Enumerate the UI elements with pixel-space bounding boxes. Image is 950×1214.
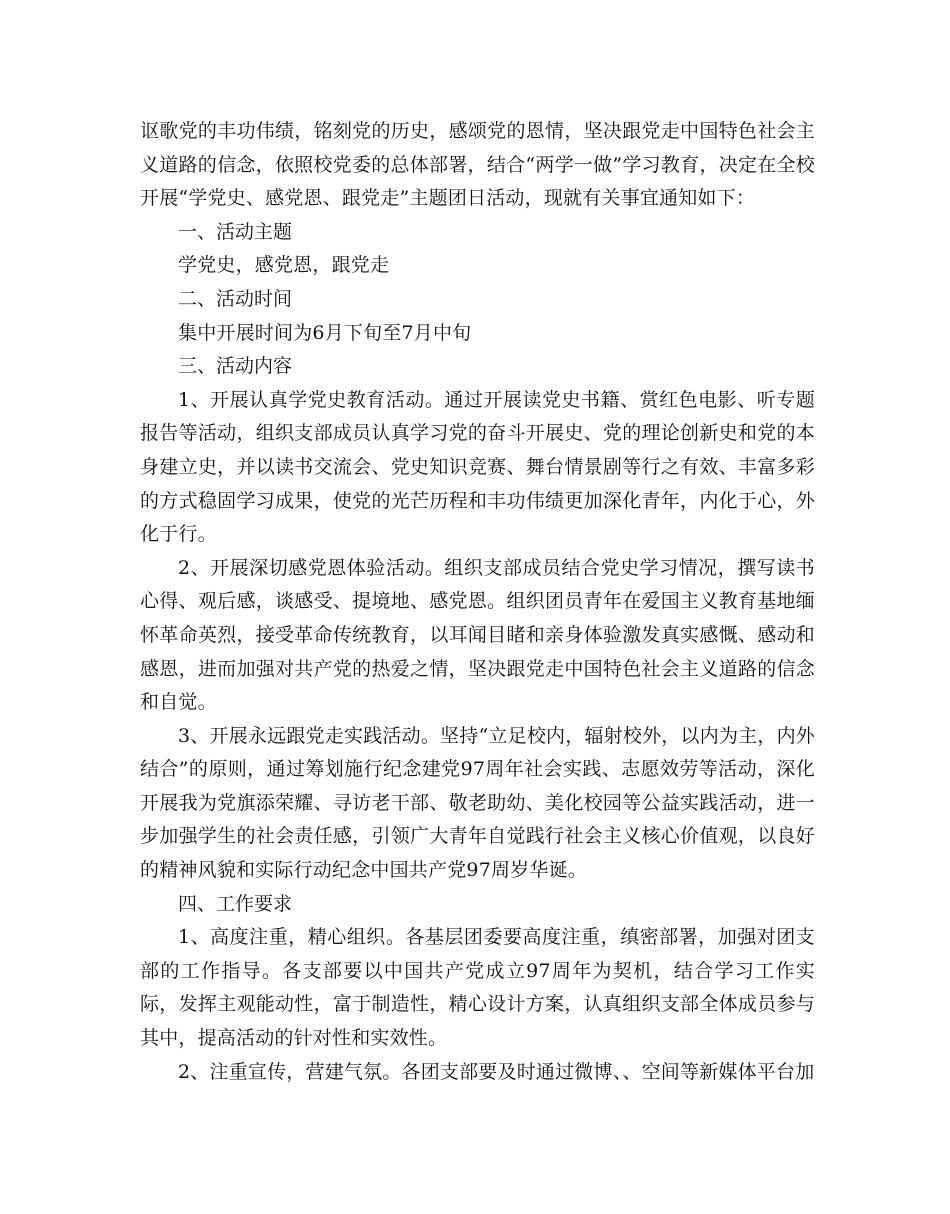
section-heading-requirements: 四、工作要求 bbox=[178, 892, 293, 915]
paragraph-content-1: 1、开展认真学党史教育活动。通过开展读党史书籍、赏红色电影、听专题报告等活动，组织支部成员认真学习党的奋斗开展史、党的理论创新史和党的本身建立史，并以读书交流会、党史知识竞赛、舞台情景剧等行之有效、丰富多彩的方式稳固学习成果，使党的光芒历程和丰功伟绩更加深化青年，内化于心，外化于行。 bbox=[140, 388, 815, 546]
paragraph-requirements-2: 2、注重宣传，营建气氛。各团支部要及时通过微博、、空间等新媒体平台加 bbox=[178, 1060, 815, 1083]
document-page bbox=[140, 115, 815, 1089]
paragraph-intro: 讴歌党的丰功伟绩，铭刻党的历史，感颂党的恩情，坚决跟党走中国特色社会主义道路的信念，依照校党委的总体部署，结合“两学一做”学习教育，决定在全校开展“学党史、感党恩、跟党走”主题团日活动，现就有关事宜通知如下： bbox=[140, 120, 815, 210]
section-heading-theme: 一、活动主题 bbox=[178, 220, 293, 243]
section-heading-content: 三、活动内容 bbox=[178, 355, 293, 378]
paragraph-content-2: 2、开展深切感党恩体验活动。组织支部成员结合党史学习情况，撰写读书心得、观后感，谈感受、提境地、感党恩。组织团员青年在爱国主义教育基地缅怀革命英烈，接受革命传统教育，以耳闻目睹和亲身体验激发真实感慨、感动和感恩，进而加强对共产党的热爱之情，坚决跟党走中国特色社会主义道路的信念和自觉。 bbox=[140, 556, 815, 714]
paragraph-content-3: 3、开展永远跟党走实践活动。坚持“立足校内，辐射校外，以内为主，内外结合”的原则，通过筹划施行纪念建党97周年社会实践、志愿效劳等活动，深化开展我为党旗添荣耀、寻访老干部、敬老助幼、美化校园等公益实践活动，进一步加强学生的社会责任感，引领广大青年自觉践行社会主义核心价值观，以良好的精神风貌和实际行动纪念中国共产党97周岁华诞。 bbox=[140, 724, 815, 882]
paragraph-requirements-1: 1、高度注重，精心组织。各基层团委要高度注重，缜密部署，加强对团支部的工作指导。各支部要以中国共产党成立97周年为契机，结合学习工作实际，发挥主观能动性，富于制造性，精心设计方案，认真组织支部全体成员参与其中，提高活动的针对性和实效性。 bbox=[140, 926, 815, 1050]
section-heading-time: 二、活动时间 bbox=[178, 287, 293, 310]
paragraph-theme: 学党史，感党恩，跟党走 bbox=[178, 254, 390, 277]
paragraph-time: 集中开展时间为6月下旬至7月中旬 bbox=[178, 321, 472, 344]
